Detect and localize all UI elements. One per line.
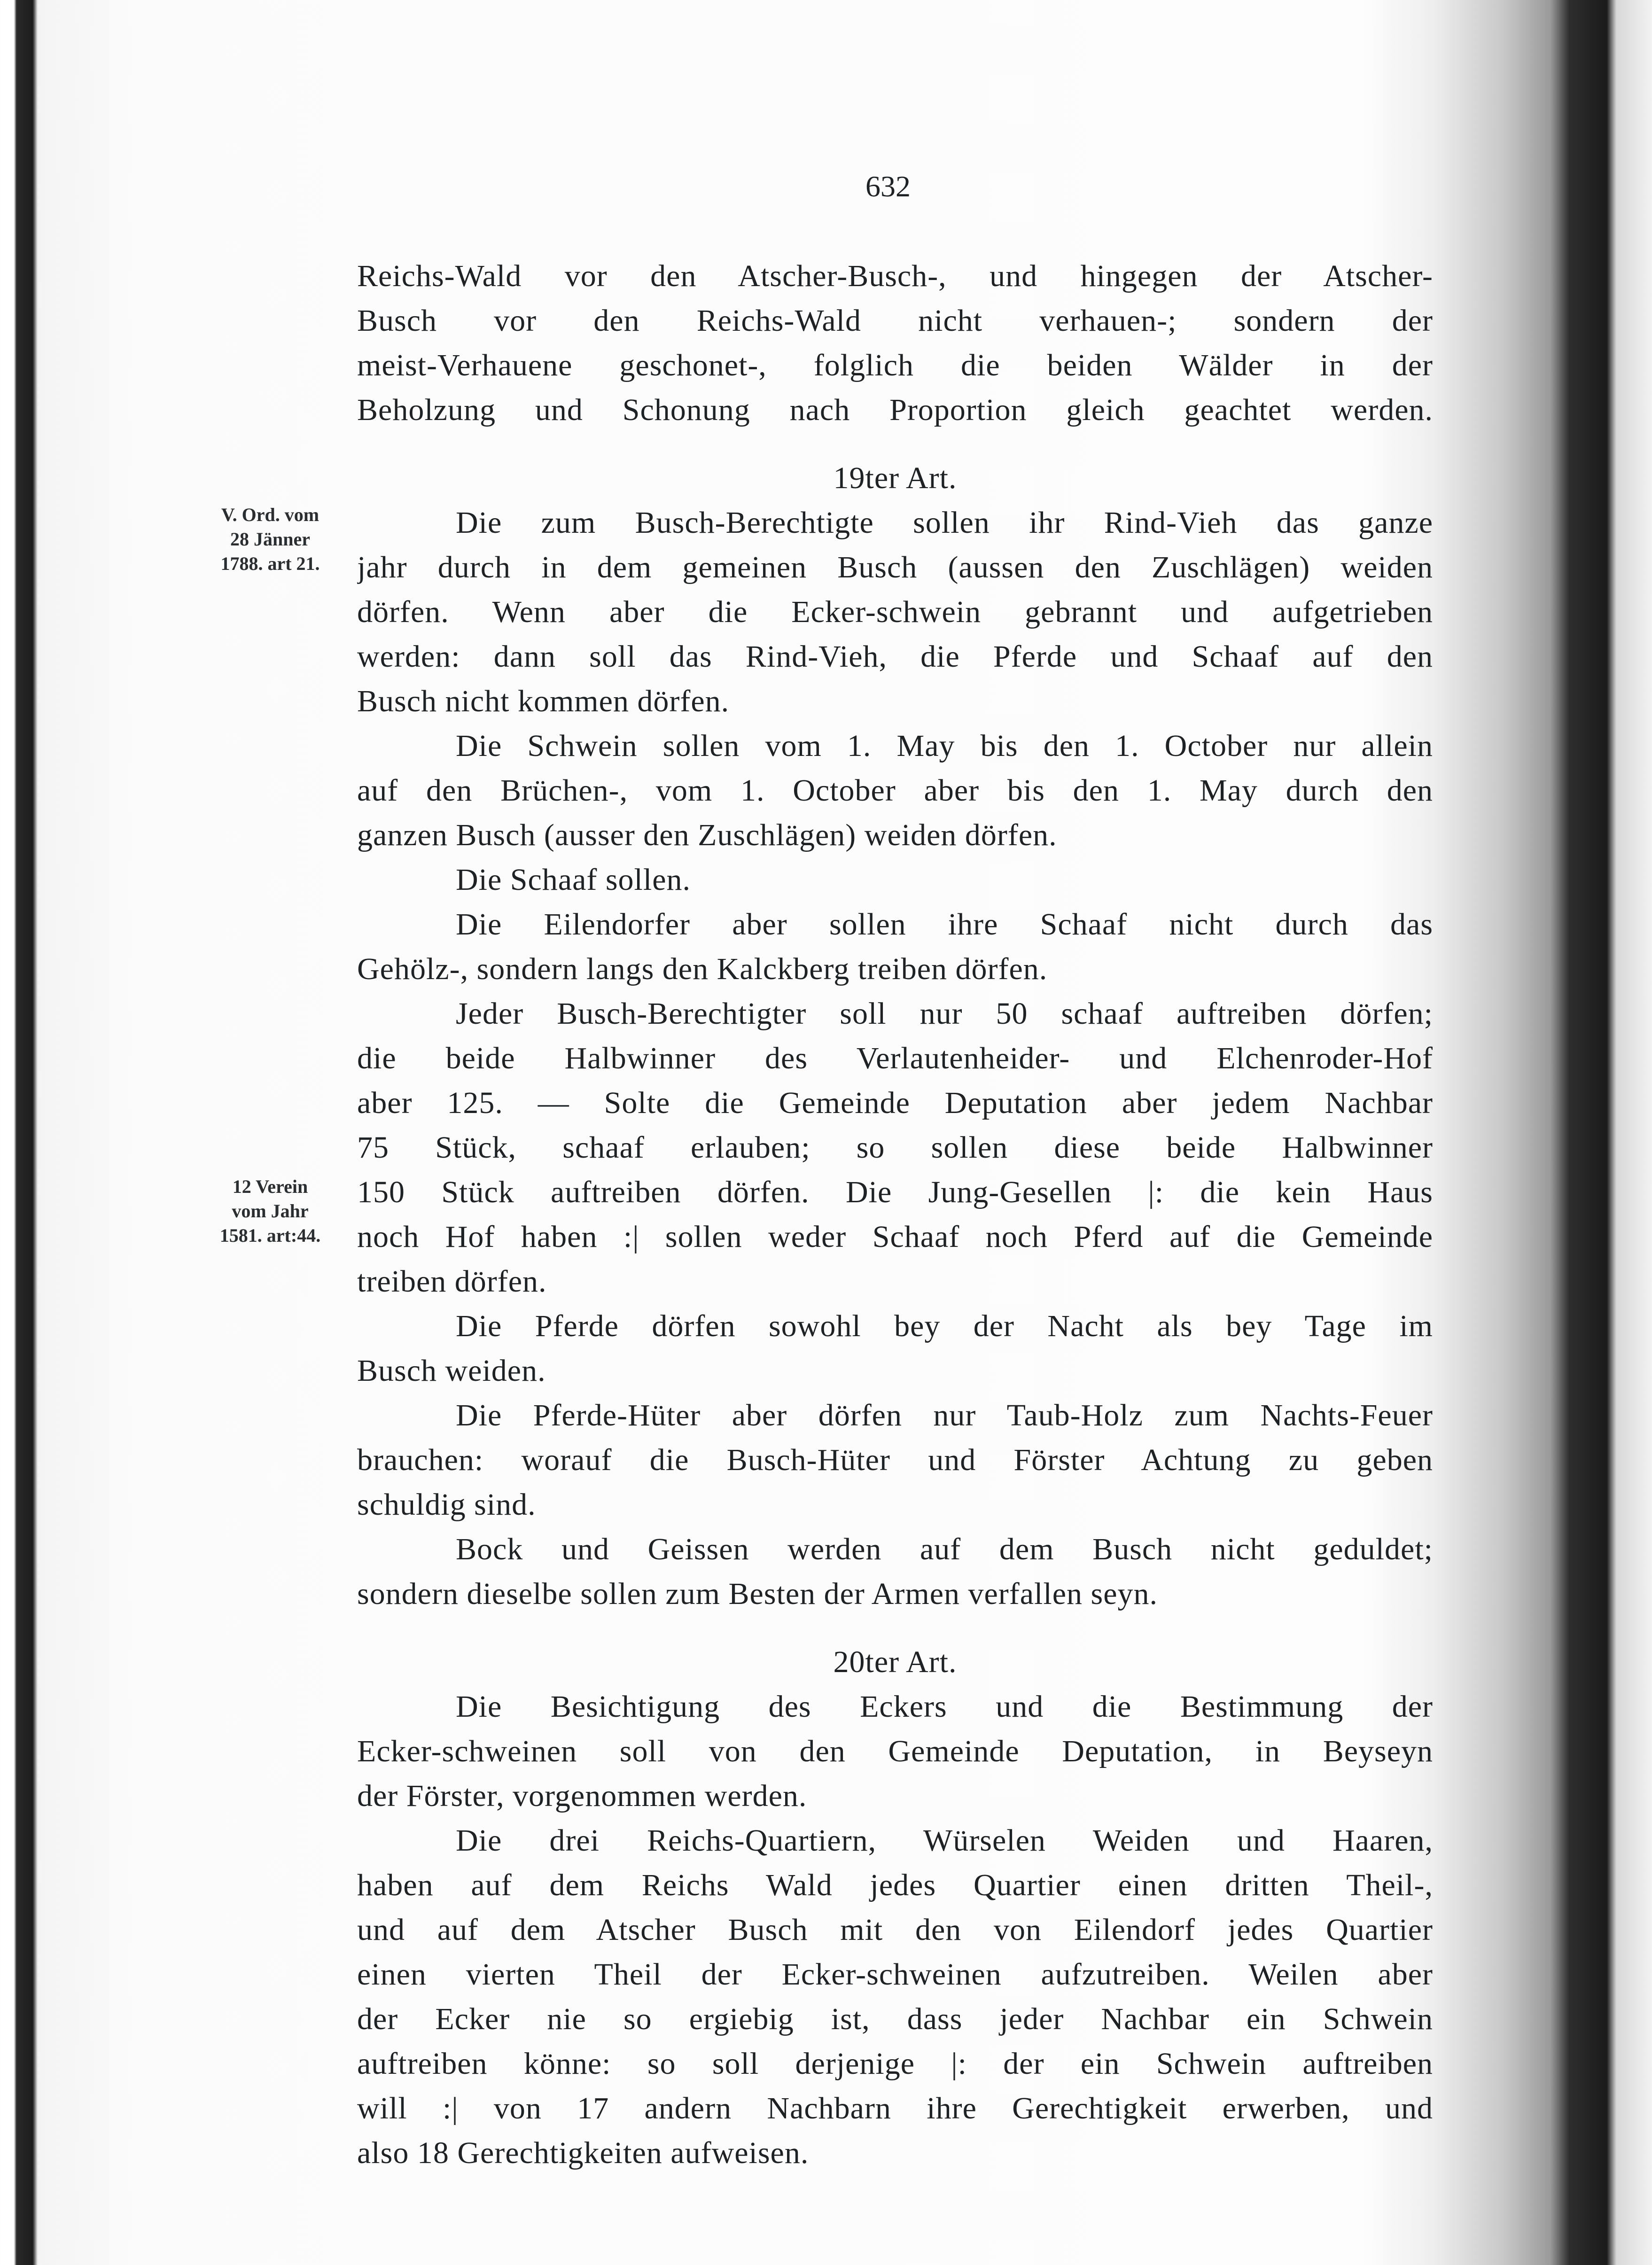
text-line: Reichs-Wald vor den Atscher-Busch-, und hingegen der Atscher-	[357, 259, 1433, 293]
text-line: Busch weiden.	[357, 1354, 546, 1388]
text-line: einen vierten Theil der Ecker-schweinen aufzutreiben. Weilen aber	[357, 1957, 1433, 1992]
text-line: Gehölz-, sondern langs den Kalckberg treiben dörfen.	[357, 952, 1048, 986]
text-line: die beide Halbwinner des Verlautenheider- und Elchenroder-Hof	[357, 1041, 1433, 1075]
article-heading: 20ter Art.	[833, 1645, 957, 1679]
text-line: Die Pferde dörfen sowohl bey der Nacht als bey Tage im	[456, 1309, 1433, 1343]
text-line: Die Schaaf sollen.	[456, 863, 691, 897]
text-line: Beholzung und Schonung nach Proportion gleich geachtet werden.	[357, 393, 1433, 427]
text-line: Die Pferde-Hüter aber dörfen nur Taub-Holz zum Nachts-Feuer	[456, 1398, 1433, 1432]
text-line: Die Eilendorfer aber sollen ihre Schaaf nicht durch das	[456, 907, 1433, 942]
text-line: will :| von 17 andern Nachbarn ihre Gerechtigkeit erwerben, und	[357, 2091, 1433, 2125]
page-number: 632	[865, 170, 911, 203]
text-line: der Förster, vorgenommen werden.	[357, 1779, 807, 1813]
paragraph	[357, 1393, 1433, 1527]
paragraph	[357, 500, 1433, 724]
text-line: werden: dann soll das Rind-Vieh, die Pferde und Schaaf auf den	[357, 639, 1433, 674]
text-line: haben auf dem Reichs Wald jedes Quartier einen dritten Theil-,	[357, 1868, 1433, 1902]
text-line: ganzen Busch (ausser den Zuschlägen) weiden dörfen.	[357, 818, 1057, 852]
paragraph	[357, 724, 1433, 857]
text-line: treiben dörfen.	[357, 1264, 547, 1299]
paragraph	[357, 857, 1433, 902]
text-line: auftreiben könne: so soll derjenige |: der ein Schwein auftreiben	[357, 2047, 1433, 2081]
article-heading: 19ter Art.	[833, 461, 957, 495]
paragraph	[357, 1684, 1433, 1818]
paragraph	[357, 1304, 1433, 1393]
text-line: und auf dem Atscher Busch mit den von Eilendorf jedes Quartier	[357, 1913, 1433, 1947]
margin-note-line: 12 Verein	[232, 1176, 308, 1197]
text-line: der Ecker nie so ergiebig ist, dass jeder Nachbar ein Schwein	[357, 2002, 1433, 2036]
margin-note-line: V. Ord. vom	[221, 504, 319, 525]
text-line: 150 Stück auftreiben dörfen. Die Jung-Gesellen |: die kein Haus	[357, 1175, 1433, 1209]
body-text	[357, 254, 1433, 2175]
paragraph	[357, 902, 1433, 991]
text-line: sondern dieselbe sollen zum Besten der Armen verfallen seyn.	[357, 1577, 1158, 1611]
text-line: brauchen: worauf die Busch-Hüter und Förster Achtung zu geben	[357, 1443, 1433, 1477]
text-line: aber 125. — Solte die Gemeinde Deputation aber jedem Nachbar	[357, 1086, 1433, 1120]
text-line: schuldig sind.	[357, 1487, 536, 1522]
text-line: dörfen. Wenn aber die Ecker-schwein gebrannt und aufgetrieben	[357, 595, 1433, 629]
text-line: Busch nicht kommen dörfen.	[357, 684, 730, 718]
paragraph	[357, 991, 1433, 1304]
margin-note-2	[193, 1175, 348, 1248]
text-line: Die Schwein sollen vom 1. May bis den 1. October nur allein	[456, 729, 1433, 763]
paragraph	[357, 254, 1433, 432]
margin-note-line: 28 Jänner	[230, 529, 310, 550]
text-line: Ecker-schweinen soll von den Gemeinde Deputation, in Beyseyn	[357, 1734, 1433, 1768]
text-line: Busch vor den Reichs-Wald nicht verhauen-; sondern der	[357, 304, 1433, 338]
margin-note-line: vom Jahr	[232, 1200, 309, 1222]
text-line: 75 Stück, schaaf erlauben; so sollen diese beide Halbwinner	[357, 1130, 1433, 1165]
text-line: also 18 Gerechtigkeiten aufweisen.	[357, 2136, 809, 2170]
text-line: Die drei Reichs-Quartiern, Würselen Weiden und Haaren,	[456, 1823, 1433, 1858]
text-line: Jeder Busch-Berechtigter soll nur 50 schaaf auftreiben dörfen;	[456, 996, 1433, 1031]
paragraph	[357, 1818, 1433, 2175]
text-line: Bock und Geissen werden auf dem Busch nicht geduldet;	[456, 1532, 1433, 1566]
text-line: jahr durch in dem gemeinen Busch (aussen den Zuschlägen) weiden	[357, 550, 1433, 584]
margin-note-line: 1788. art 21.	[220, 553, 320, 574]
margin-note-line: 1581. art:44.	[219, 1225, 321, 1246]
text-line: Die Besichtigung des Eckers und die Bestimmung der	[456, 1689, 1433, 1724]
text-line: Die zum Busch-Berechtigte sollen ihr Rind-Vieh das ganze	[456, 506, 1433, 540]
margin-note-1	[193, 503, 348, 576]
text-line: noch Hof haben :| sollen weder Schaaf noch Pferd auf die Gemeinde	[357, 1220, 1433, 1254]
text-line: meist-Verhauene geschonet-, folglich die beiden Wälder in der	[357, 348, 1433, 382]
paragraph	[357, 1527, 1433, 1616]
text-line: auf den Brüchen-, vom 1. October aber bis den 1. May durch den	[357, 773, 1433, 808]
